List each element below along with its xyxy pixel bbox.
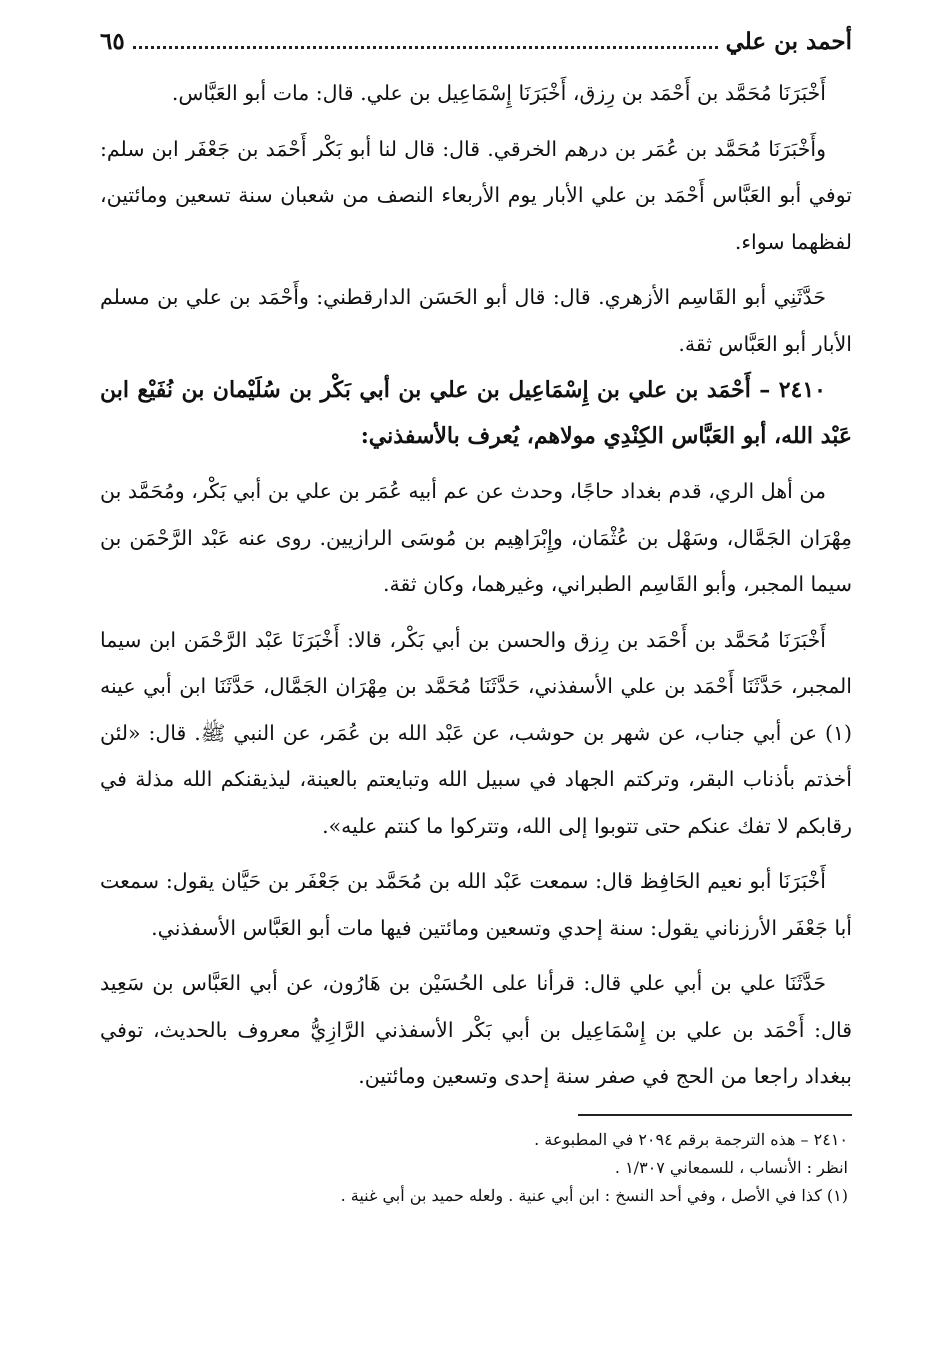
footnotes (100, 1126, 852, 1210)
paragraph-3: حَدَّثَنِي أبو القَاسِم الأزهري. قال: قال أبو الحَسَن الدارقطني: وأَحْمَد بن علي بن مسلم الأبار أبو العَبَّاس ثقة. (100, 285, 852, 356)
footnote-entry-source: ٢٤١٠ – هذه الترجمة برقم ٢٠٩٤ في المطبوعة . (534, 1129, 848, 1149)
entry-paragraph-3: أَخْبَرَنَا أبو نعيم الحَافِظ قال: سمعت عَبْد الله بن مُحَمَّد بن جَعْفَر بن حَيَّان يقول: سمعت أبا جَعْفَر الأرزناني يقول: سنة إحدي وتسعين ومائتين فيها مات أبو العَبَّاس الأسفذني. (100, 869, 852, 940)
running-header (100, 28, 852, 70)
entry-paragraph-4: حَدَّثَنَا علي بن أبي علي قال: قرأنا على الحُسَيْن بن هَارُون، عن أبي العَبَّاس بن سَعِيد قال: أَحْمَد بن علي بن إِسْمَاعِيل بن أبي بَكْر الأسفذني الرَّازِيُّ معروف بالحديث، توفي ببغداد راجعا من الحج في صفر سنة إحدى وتسعين ومائتين. (100, 971, 852, 1088)
book-page (100, 28, 852, 1210)
entry-paragraph-1: من أهل الري، قدم بغداد حاجًا، وحدث عن عم أبيه عُمَر بن علي بن أبي بَكْر، ومُحَمَّد بن مِهْرَان الجَمَّال، وسَهْل بن عُثْمَان، وإِبْرَاهِيم بن مُوسَى الرازيين. روى عنه عَبْد الرَّحْمَن بن سيما المجبر، وأبو القَاسِم الطبراني، وغيرهما، وكان ثقة. (100, 479, 852, 596)
footnote-reference: انظر : الأنساب ، للسمعاني ١/٣٠٧ . (614, 1157, 848, 1177)
running-header-title: أحمد بن علي (725, 28, 852, 55)
paragraph-2: وأَخْبَرَنَا مُحَمَّد بن عُمَر بن درهم الخرقي. قال: قال لنا أبو بَكْر أَحْمَد بن جَعْفَر ابن سلم: توفي أبو العَبَّاس أَحْمَد بن علي الأبار يوم الأربعاء النصف من شعبان سنة تسعين ومائتين، لفظهما سواء. (100, 136, 852, 254)
footnote-separator (578, 1114, 852, 1116)
footnote-1: (١) كذا في الأصل ، وفي أحد النسخ : ابن أبي عنية . ولعله حميد بن أبي غنية . (340, 1185, 848, 1205)
entry-paragraph-2: أَخْبَرَنَا مُحَمَّد بن أَحْمَد بن رِزق والحسن بن أبي بَكْر، قالا: أَخْبَرَنَا عَبْد الرَّحْمَن ابن سيما المجبر، حَدَّثَنَا أَحْمَد بن علي الأسفذني، حَدَّثَنَا مُحَمَّد بن مِهْرَان الجَمَّال، حَدَّثَنَا ابن أبي عينه (١) عن أبي جناب، عن شهر بن حوشب، عن عَبْد الله بن عُمَر، عن النبي ﷺ. قال: «لئن أخذتم بأذناب البقر، وتركتم الجهاد في سبيل الله وتبايعتم بالعينة، ليذيقنكم الله مذلة في رقابكم لا تفك عنكم حتى تتوبوا إلى الله، وتتركوا ما كنتم عليه». (100, 627, 852, 838)
paragraph-1: أَخْبَرَنَا مُحَمَّد بن أَحْمَد بن رِزق، أَخْبَرَنَا إِسْمَاعِيل بن علي. قال: مات أبو العَبَّاس. (171, 81, 826, 105)
page-number: ٦٥ (100, 28, 125, 55)
header-dot-leader (133, 28, 718, 49)
entry-heading: ٢٤١٠ – أَحْمَد بن علي بن إِسْمَاعِيل بن علي بن أبي بَكْر بن سُلَيْمان بن نُفَيْع ابن عَبْد الله، أبو العَبَّاس الكِنْدِي مولاهم، يُعرف بالأسفذني: (100, 377, 852, 449)
